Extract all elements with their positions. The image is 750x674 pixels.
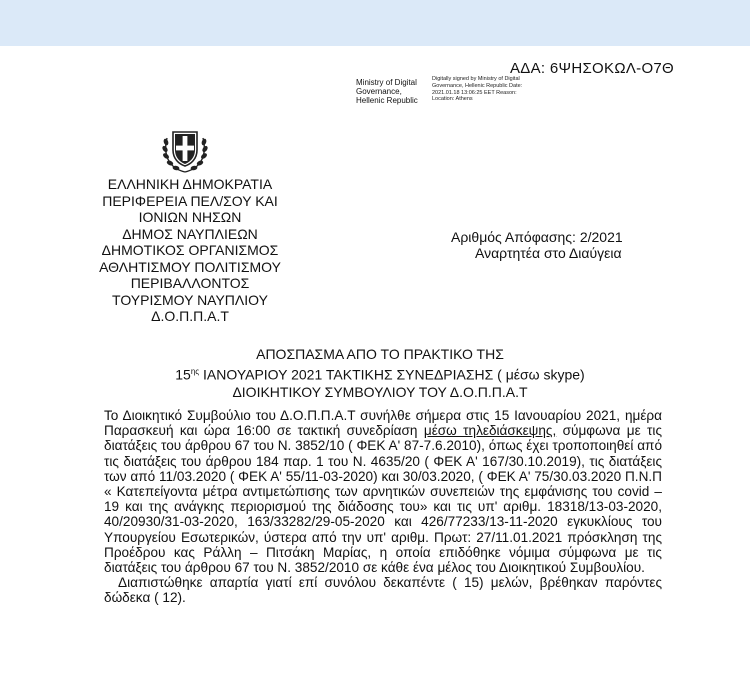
decision-info	[451, 229, 623, 261]
issuer-header	[78, 176, 302, 325]
top-bar	[0, 0, 750, 46]
header-line: ΙΟΝΙΩΝ ΝΗΣΩΝ	[138, 209, 242, 225]
title-line-2: $15^{\eta\varsigma}$ ΙΑΝΟΥΑΡΙΟΥ 2021 ΤΑΚΤΙΚΗΣ ΣΥΝΕΔΡΙΑΣΗΣ ( μέσω skype)	[175, 366, 585, 383]
decision-posted: Αναρτητέα στο Διαύγεια	[475, 245, 622, 261]
body-paragraph-1: Το Διοικητικό Συμβούλιο του Δ.Ο.Π.Π.Α.Τ συνήλθε σήμερα στις 15 Ιανουαρίου 2021, ημέρα Παρασκευή και ώρα 16:00 σε τακτική συνεδρίαση μέσω τηλεδιάσκεψης, σύμφωνα με τις διατάξεις του άρθρου 67 του Ν. 3852/10 ( ΦΕΚ Α' 87-7.6.2010), όπως έχει τροποποιηθεί από τις διατάξεις του άρθρου 184 παρ. 1 του Ν. 4635/20 ( ΦΕΚ Α' 167/30.10.2019), τις διατάξεις των από 11/03.2020 ( ΦΕΚ Α' 55/11-03-2020) και 30/03.2020, ( ΦΕΚ Α' 75/30.03.2020 Π.Ν.Π « Κατεπείγοντα μέτρα αντιμετώπισης των αρνητικών συνεπειών της εμφάνισης του covid – 19 και της ανάγκης περιορισμού της διάδοσης του» και τις υπ' αριθμ. 18318/13-03-2020, 40/20930/31-03-2020, 163/33282/29-05-2020 και 426/77233/13-11-2020 εγκυκλίους του Υπουργείου Εσωτερικών, ύστερα από την υπ' αριθμ. Πρωτ: 27/11.01.2021 πρόσκληση της Προέδρου κας Ράλλη – Πιτσάκη Μαρίας, η οποία επιδόθηκε νόμιμα σύμφωνα με τις διατάξεις του άρθρου 67 του Ν. 3852/2010 σε κάθε ένα μέλος του Διοικητικού Συμβουλίου.	[104, 408, 663, 576]
ada-code: ΑΔΑ: 6ΨΗΣΟΚΩΛ-Ο7Θ	[510, 60, 675, 77]
document-body	[104, 408, 662, 606]
body-paragraph-2: Διαπιστώθηκε απαρτία γιατί επί συνόλου δεκαπέντε ( 15) μελών, βρέθηκαν παρόντες δώδεκα ( 12).	[104, 575, 662, 606]
header-line: ΠΕΡΙΒΑΛΛΟΝΤΟΣ	[130, 275, 250, 291]
header-line: ΠΕΡΙΦΕΡΕΙΑ ΠΕΛ/ΣΟΥ ΚΑΙ	[102, 192, 278, 209]
header-line: Δ.Ο.Π.Π.Α.Τ	[151, 308, 229, 324]
title-line-1: ΑΠΟΣΠΑΣΜΑ ΑΠΟ ΤΟ ΠΡΑΚΤΙΚΟ ΤΗΣ	[256, 346, 504, 362]
header-line: ΑΘΛΗΤΙΣΜΟΥ ΠΟΛΙΤΙΣΜΟΥ	[99, 258, 281, 275]
title-line-3: ΔΙΟΙΚΗΤΙΚΟΥ ΣΥΜΒΟΥΛΙΟΥ ΤΟΥ Δ.Ο.Π.Π.Α.Τ	[232, 383, 528, 400]
signature-details: Digitally signed by Ministry of Digital Governance, Hellenic Republic Date: 2021.01.18 13:06:25 EET Reason: Location: Athens	[432, 76, 523, 103]
decision-number: Αριθμός Απόφασης: 2/2021	[451, 229, 623, 245]
header-line: ΤΟΥΡΙΣΜΟΥ ΝΑΥΠΛΙΟΥ	[112, 291, 268, 308]
header-line: ΔΗΜΟΤΙΚΟΣ ΟΡΓΑΝΙΣΜΟΣ	[101, 242, 279, 258]
document-title	[120, 346, 640, 401]
header-line: ΔΗΜΟΣ ΝΑΥΠΛΙΕΩΝ	[122, 225, 258, 242]
header-line: ΕΛΛΗΝΙΚΗ ΔΗΜΟΚΡΑΤΙΑ	[107, 176, 273, 192]
signature-name: Ministry of Digital Governance, Hellenic Republic	[356, 78, 418, 105]
greek-emblem-icon	[160, 128, 210, 174]
